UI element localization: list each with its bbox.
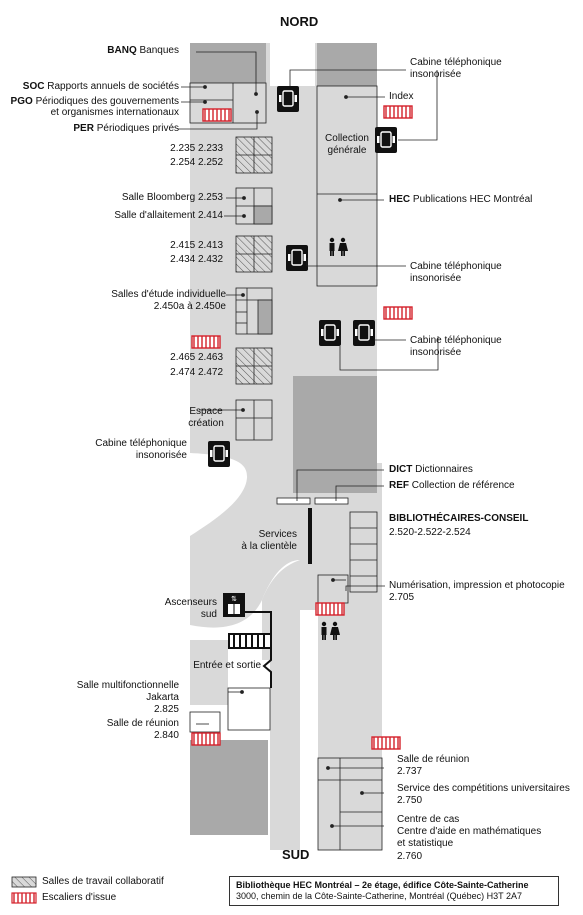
label-reunion-right-2: 2.737 [397, 766, 423, 777]
phone-booth-icon [319, 320, 341, 346]
label-allaitement: Salle d'allaitement 2.414 [114, 210, 223, 221]
label-etude-1: Salles d'étude individuelle [111, 289, 226, 300]
label-espace-2: création [188, 418, 224, 429]
label-cabine-left-1: Cabine téléphonique [95, 438, 187, 449]
label-cabine-r1-1: Cabine téléphonique [410, 57, 502, 68]
elevator-icon [223, 593, 245, 617]
phone-booth-icon [277, 86, 299, 112]
label-cabine-r3-1: Cabine téléphonique [410, 335, 502, 346]
svg-text:⇅: ⇅ [231, 595, 237, 603]
label-hec: HEC Publications HEC Montréal [389, 194, 533, 205]
label-cabine-r2-2: insonorisée [410, 273, 462, 284]
label-jakarta-3: 2.825 [153, 704, 179, 715]
emergency-stairs-icon [316, 603, 344, 615]
label-jakarta-2: Jakarta [146, 692, 179, 703]
label-etude-2: 2.450a à 2.450e [153, 301, 226, 312]
label-services-1: Services [258, 529, 297, 540]
emergency-stairs-icon [384, 106, 412, 118]
emergency-stairs-icon [203, 109, 231, 121]
legend-collab-label: Salles de travail collaboratif [42, 876, 164, 887]
north-label: NORD [280, 14, 319, 29]
label-numerisation-2: 2.705 [389, 592, 415, 603]
label-entree: Entrée et sortie [193, 660, 261, 671]
label-pgo-2: et organismes internationaux [50, 107, 179, 118]
label-cabine-r2-1: Cabine téléphonique [410, 261, 502, 272]
label-cabine-left-2: insonorisée [135, 450, 187, 461]
legend-stairs-swatch [12, 893, 36, 903]
label-reunion-left-1: Salle de réunion [106, 718, 179, 729]
label-biblio: BIBLIOTHÉCAIRES-CONSEIL [389, 513, 529, 524]
label-rooms-a2: 2.254 2.252 [170, 157, 223, 168]
label-rooms-b1: 2.415 2.413 [170, 240, 223, 251]
emergency-stairs-icon [192, 733, 220, 745]
label-ref: REF Collection de référence [389, 480, 515, 491]
label-services-2: à la clientèle [241, 541, 297, 552]
label-pgo: PGO Périodiques des gouvernements [10, 96, 179, 107]
label-cas-2: Centre d'aide en mathématiques [397, 826, 542, 837]
label-ascenseurs-1: Ascenseurs [164, 597, 217, 608]
label-reunion-right-1: Salle de réunion [397, 754, 470, 765]
label-per: PER Périodiques privés [73, 123, 179, 134]
label-bloomberg: Salle Bloomberg 2.253 [121, 192, 223, 203]
emergency-stairs-icon [192, 336, 220, 348]
label-rooms-c1: 2.465 2.463 [170, 352, 223, 363]
label-rooms-b2: 2.434 2.432 [170, 254, 223, 265]
emergency-stairs-icon [372, 737, 400, 749]
label-competitions-1: Service des compétitions universitaires [397, 783, 570, 794]
label-numerisation-1: Numérisation, impression et photocopie [389, 580, 565, 591]
label-cas-4: 2.760 [397, 851, 423, 862]
phone-booth-icon [208, 441, 230, 467]
label-competitions-2: 2.750 [397, 795, 423, 806]
label-collection-1: Collection [325, 133, 369, 144]
label-dict: DICT Dictionnaires [389, 464, 473, 475]
label-index: Index [389, 91, 414, 102]
label-rooms-c2: 2.474 2.472 [170, 367, 223, 378]
label-cas-3: et statistique [397, 838, 454, 849]
legend-stairs-label: Escaliers d'issue [42, 892, 117, 903]
phone-booth-icon [375, 127, 397, 153]
south-label: SUD [282, 847, 310, 862]
label-espace-1: Espace [189, 406, 223, 417]
legend-title: Bibliothèque HEC Montréal – 2e étage, édifice Côte-Sainte-Catherine [236, 880, 529, 890]
label-cabine-r1-2: insonorisée [410, 69, 462, 80]
legend-address: 3000, chemin de la Côte-Sainte-Catherine, Montréal (Québec) H3T 2A7 [236, 891, 522, 901]
label-biblio-rooms: 2.520-2.522-2.524 [389, 527, 471, 538]
label-collection-2: générale [327, 145, 367, 156]
label-ascenseurs-2: sud [200, 609, 217, 620]
label-cabine-r3-2: insonorisée [410, 347, 462, 358]
label-reunion-left-2: 2.840 [153, 730, 179, 741]
phone-booth-icon [286, 245, 308, 271]
label-cas-1: Centre de cas [397, 814, 460, 825]
phone-booth-icon [353, 320, 375, 346]
label-rooms-a1: 2.235 2.233 [170, 143, 223, 154]
label-soc: SOC Rapports annuels de sociétés [22, 81, 179, 92]
label-jakarta-1: Salle multifonctionnelle [76, 680, 179, 691]
label-banq: BANQ Banques [107, 45, 179, 56]
emergency-stairs-icon [384, 307, 412, 319]
legend-hatch-swatch [12, 877, 36, 887]
legend-address-box [229, 876, 559, 906]
